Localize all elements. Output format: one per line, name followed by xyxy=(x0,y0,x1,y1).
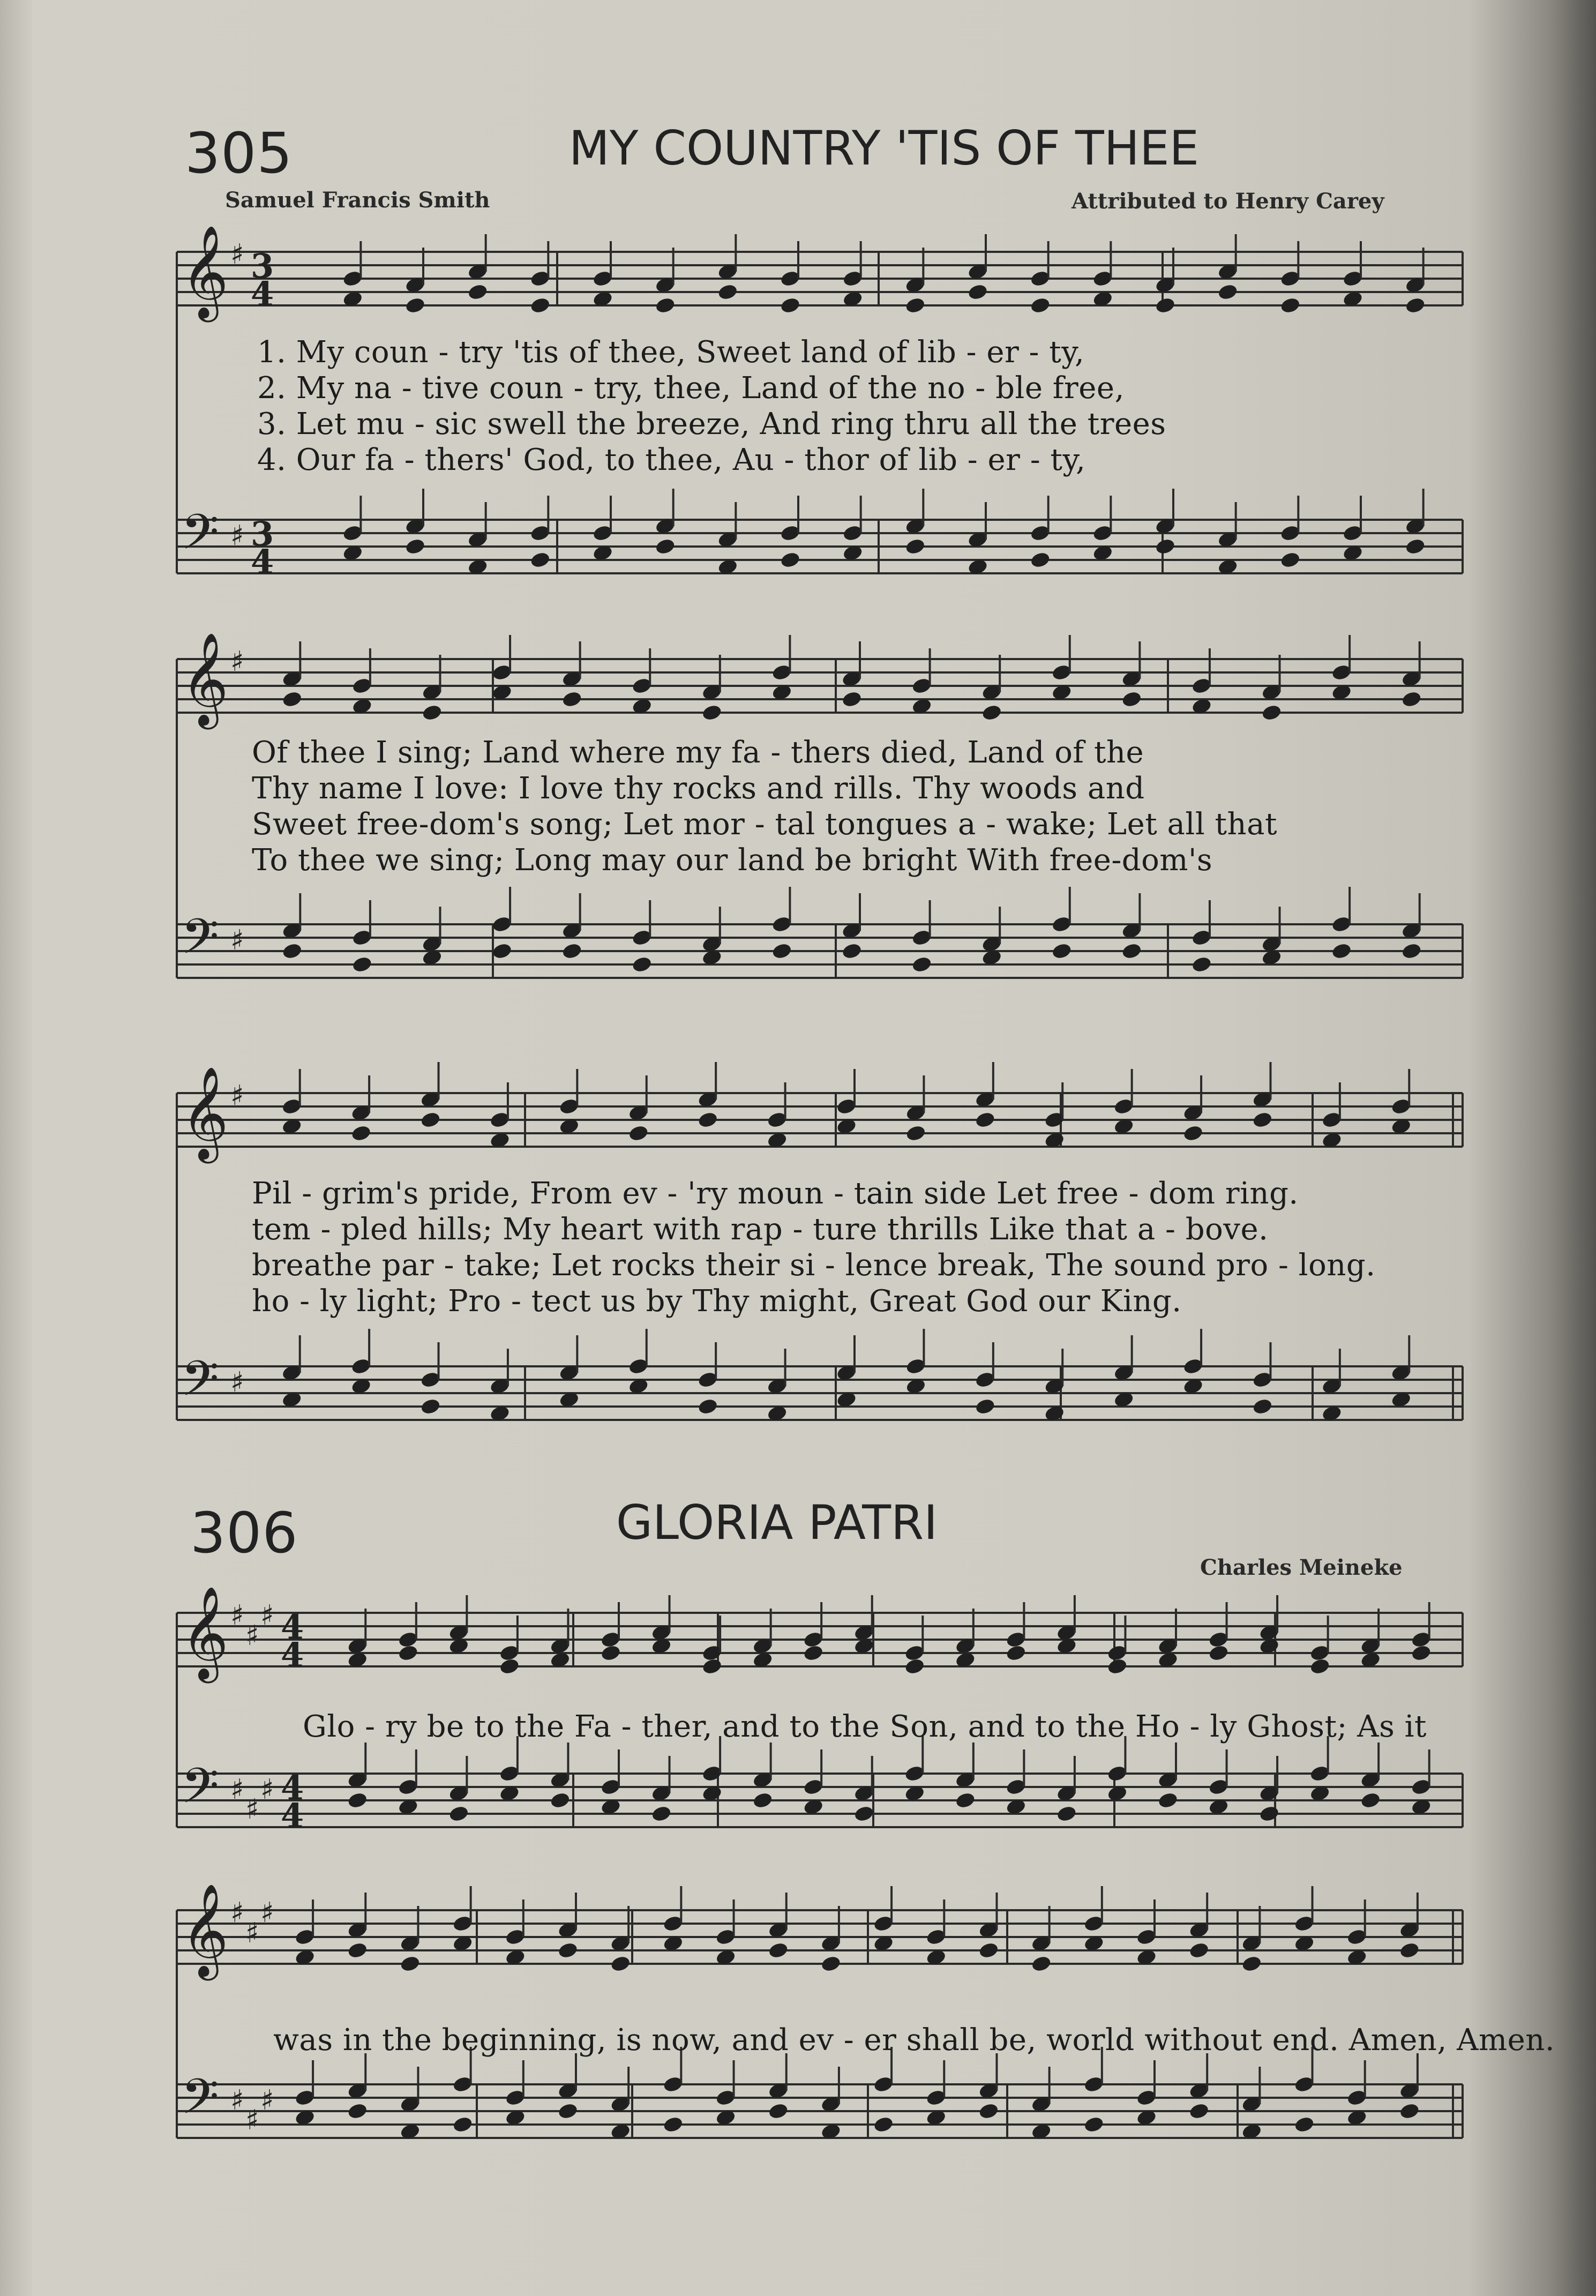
note-head xyxy=(1360,1791,1381,1809)
note-head xyxy=(803,1644,824,1662)
bass-clef-icon: 𝄢 xyxy=(181,1350,219,1419)
sharp-icon: ♯ xyxy=(260,1897,274,1929)
hymn-title-306: GLORIA PATRI xyxy=(616,1495,938,1550)
note-head xyxy=(841,690,863,708)
sharp-icon: ♯ xyxy=(260,1774,274,1806)
note-head xyxy=(1401,690,1422,708)
note-head xyxy=(1106,1657,1128,1676)
note-head xyxy=(780,296,801,315)
note-head xyxy=(975,1111,996,1129)
note-head xyxy=(1399,1941,1420,1960)
note-head xyxy=(1191,955,1212,974)
note-head xyxy=(452,2115,474,2134)
note-head xyxy=(905,1124,926,1142)
lyric-verse-4: To thee we sing; Long may our land be bright With free-dom's xyxy=(252,843,1213,878)
note-head xyxy=(600,1644,621,1662)
note-head xyxy=(628,1124,649,1142)
bass-clef-icon: 𝄢 xyxy=(181,504,219,572)
hymn-number-306: 306 xyxy=(190,1500,298,1566)
time-signature-top: 3 xyxy=(251,514,274,554)
note-head xyxy=(561,690,583,708)
sharp-icon: ♯ xyxy=(245,2104,259,2136)
sharp-icon: ♯ xyxy=(230,1599,244,1632)
sharp-icon: ♯ xyxy=(230,238,244,271)
bass-clef-icon: 𝄢 xyxy=(181,1757,219,1826)
note-head xyxy=(1188,2102,1210,2120)
note-head xyxy=(351,955,373,974)
lyric-verse-2: Thy name I love: I love thy rocks and rills. Thy woods and xyxy=(252,771,1145,806)
note-head xyxy=(662,2115,684,2134)
note-head xyxy=(978,2102,999,2120)
note-head xyxy=(281,690,303,708)
note-head xyxy=(281,942,303,960)
note-head xyxy=(1405,537,1426,556)
treble-clef-icon: 𝄞 xyxy=(181,225,229,318)
note-head xyxy=(1309,1657,1331,1676)
note-head xyxy=(1121,942,1142,960)
lyric-verse-1: Of thee I sing; Land where my fa - thers died, Land of the xyxy=(252,735,1144,770)
note-head xyxy=(1293,2115,1315,2134)
note-head xyxy=(1005,1644,1026,1662)
note-head xyxy=(904,537,926,556)
note-head xyxy=(978,1941,999,1960)
note-head xyxy=(549,1791,571,1809)
treble-clef-icon: 𝄞 xyxy=(181,1586,229,1679)
note-head xyxy=(1121,690,1142,708)
lyric-verse-3: breathe par - take; Let rocks their si - lence break, The sound pro - long. xyxy=(252,1248,1376,1283)
lyrics-306-system-1: Glo - ry be to the Fa - ther, and to the Son, and to the Ho - ly Ghost; As it xyxy=(303,1709,1427,1744)
sharp-icon: ♯ xyxy=(245,1620,259,1652)
bass-clef-icon: 𝄢 xyxy=(181,908,219,977)
note-head xyxy=(1399,2102,1420,2120)
lyric-verse-4: ho - ly light; Pro - tect us by Thy might, Great God our King. xyxy=(252,1284,1182,1319)
note-head xyxy=(347,2102,368,2120)
note-head xyxy=(981,704,1002,722)
lyrics-306-system-2: was in the beginning, is now, and ev - er shall be, world without end. Amen, Amen. xyxy=(273,2023,1555,2058)
note-head xyxy=(1241,1955,1262,1973)
note-head xyxy=(1188,1941,1210,1960)
note-head xyxy=(491,942,513,960)
sharp-icon: ♯ xyxy=(260,1599,274,1632)
note-head xyxy=(1252,1397,1273,1416)
note-head xyxy=(697,1397,718,1416)
time-signature-bottom: 4 xyxy=(281,1796,304,1835)
sharp-icon: ♯ xyxy=(230,520,244,552)
note-head xyxy=(1401,942,1422,960)
sharp-icon: ♯ xyxy=(230,2084,244,2116)
note-head xyxy=(955,1791,976,1809)
sharp-icon: ♯ xyxy=(230,1366,244,1398)
note-head xyxy=(399,1955,421,1973)
lyric-verse-3: 3. Let mu - sic swell the breeze, And ring thru all the trees xyxy=(257,407,1166,442)
note-head xyxy=(967,283,988,301)
note-head xyxy=(752,1791,774,1809)
note-head xyxy=(1405,296,1426,315)
treble-clef-icon: 𝄞 xyxy=(181,632,229,726)
note-head xyxy=(780,551,801,569)
note-head xyxy=(1157,1791,1179,1809)
note-head xyxy=(1279,551,1301,569)
note-head xyxy=(1217,283,1239,301)
note-head xyxy=(1155,296,1176,315)
note-head xyxy=(820,1955,842,1973)
note-head xyxy=(697,1111,718,1129)
note-head xyxy=(841,942,863,960)
note-head xyxy=(1083,2115,1105,2134)
note-head xyxy=(904,296,926,315)
note-head xyxy=(499,1657,520,1676)
note-head xyxy=(768,2102,789,2120)
note-head xyxy=(1279,296,1301,315)
note-head xyxy=(419,1397,441,1416)
sharp-icon: ♯ xyxy=(230,1774,244,1806)
note-head xyxy=(1030,296,1051,315)
music-credit-306: Charles Meineke xyxy=(1200,1555,1403,1580)
note-head xyxy=(873,2115,894,2134)
sharp-icon: ♯ xyxy=(260,2084,274,2116)
note-head xyxy=(701,1657,723,1676)
note-head xyxy=(1331,942,1352,960)
sharp-icon: ♯ xyxy=(245,1917,259,1949)
lyric-verse-4: 4. Our fa - thers' God, to thee, Au - thor of lib - er - ty, xyxy=(257,443,1086,477)
words-credit-305: Samuel Francis Smith xyxy=(225,188,490,213)
note-head xyxy=(529,551,551,569)
note-head xyxy=(904,1657,925,1676)
music-credit-305: Attributed to Henry Carey xyxy=(1072,189,1384,214)
lyric-verse-2: tem - pled hills; My heart with rap - ture thrills Like that a - bove. xyxy=(252,1212,1269,1247)
time-signature-bottom: 4 xyxy=(281,1635,304,1674)
note-head xyxy=(771,942,792,960)
note-head xyxy=(404,537,426,556)
lyric-verse-1: 1. My coun - try 'tis of thee, Sweet land of lib - er - ty, xyxy=(257,335,1085,370)
note-head xyxy=(853,1805,875,1823)
note-head xyxy=(1031,1955,1052,1973)
lyric-verse-3: Sweet free-dom's song; Let mor - tal tongues a - wake; Let all that xyxy=(252,807,1278,842)
note-head xyxy=(350,1124,372,1142)
note-head xyxy=(448,1805,469,1823)
note-head xyxy=(421,704,443,722)
treble-clef-icon: 𝄞 xyxy=(181,1066,229,1160)
note-head xyxy=(717,283,738,301)
time-signature-top: 3 xyxy=(251,246,274,286)
note-head xyxy=(911,955,933,974)
note-head xyxy=(1030,551,1051,569)
note-head xyxy=(529,296,551,315)
note-head xyxy=(631,955,653,974)
hymn-number-305: 305 xyxy=(185,121,293,186)
note-head xyxy=(655,537,676,556)
note-head xyxy=(701,704,723,722)
note-head xyxy=(655,296,676,315)
time-signature-top: 4 xyxy=(281,1768,304,1807)
hymn-title-305: MY COUNTRY 'TIS OF THEE xyxy=(568,121,1200,176)
sharp-icon: ♯ xyxy=(230,646,244,678)
time-signature-bottom: 4 xyxy=(251,274,274,313)
note-head xyxy=(398,1644,419,1662)
sharp-icon: ♯ xyxy=(230,1897,244,1929)
note-head xyxy=(467,283,489,301)
note-head xyxy=(1261,704,1282,722)
note-head xyxy=(1182,1124,1204,1142)
time-signature-top: 4 xyxy=(281,1607,304,1647)
note-head xyxy=(347,1941,368,1960)
note-head xyxy=(1208,1644,1229,1662)
note-head xyxy=(1411,1644,1432,1662)
sharp-icon: ♯ xyxy=(230,924,244,956)
note-head xyxy=(347,1791,368,1809)
note-head xyxy=(557,2102,579,2120)
note-head xyxy=(561,942,583,960)
sharp-icon: ♯ xyxy=(230,1080,244,1112)
note-head xyxy=(1258,1805,1280,1823)
treble-clef-icon: 𝄞 xyxy=(181,1883,229,1977)
note-head xyxy=(650,1805,672,1823)
note-head xyxy=(404,296,426,315)
note-head xyxy=(610,1955,631,1973)
time-signature-bottom: 4 xyxy=(251,542,274,581)
lyric-verse-2: 2. My na - tive coun - try, thee, Land of the no - ble free, xyxy=(257,371,1125,406)
note-head xyxy=(419,1111,441,1129)
lyric-verse-1: Pil - grim's pride, From ev - 'ry moun - tain side Let free - dom ring. xyxy=(252,1176,1299,1211)
note-head xyxy=(557,1941,579,1960)
note-head xyxy=(1056,1805,1077,1823)
note-head xyxy=(1051,942,1073,960)
sharp-icon: ♯ xyxy=(245,1793,259,1826)
note-head xyxy=(975,1397,996,1416)
note-head xyxy=(768,1941,789,1960)
bass-clef-icon: 𝄢 xyxy=(181,2068,219,2137)
note-head xyxy=(1252,1111,1273,1129)
note-head xyxy=(1155,537,1176,556)
